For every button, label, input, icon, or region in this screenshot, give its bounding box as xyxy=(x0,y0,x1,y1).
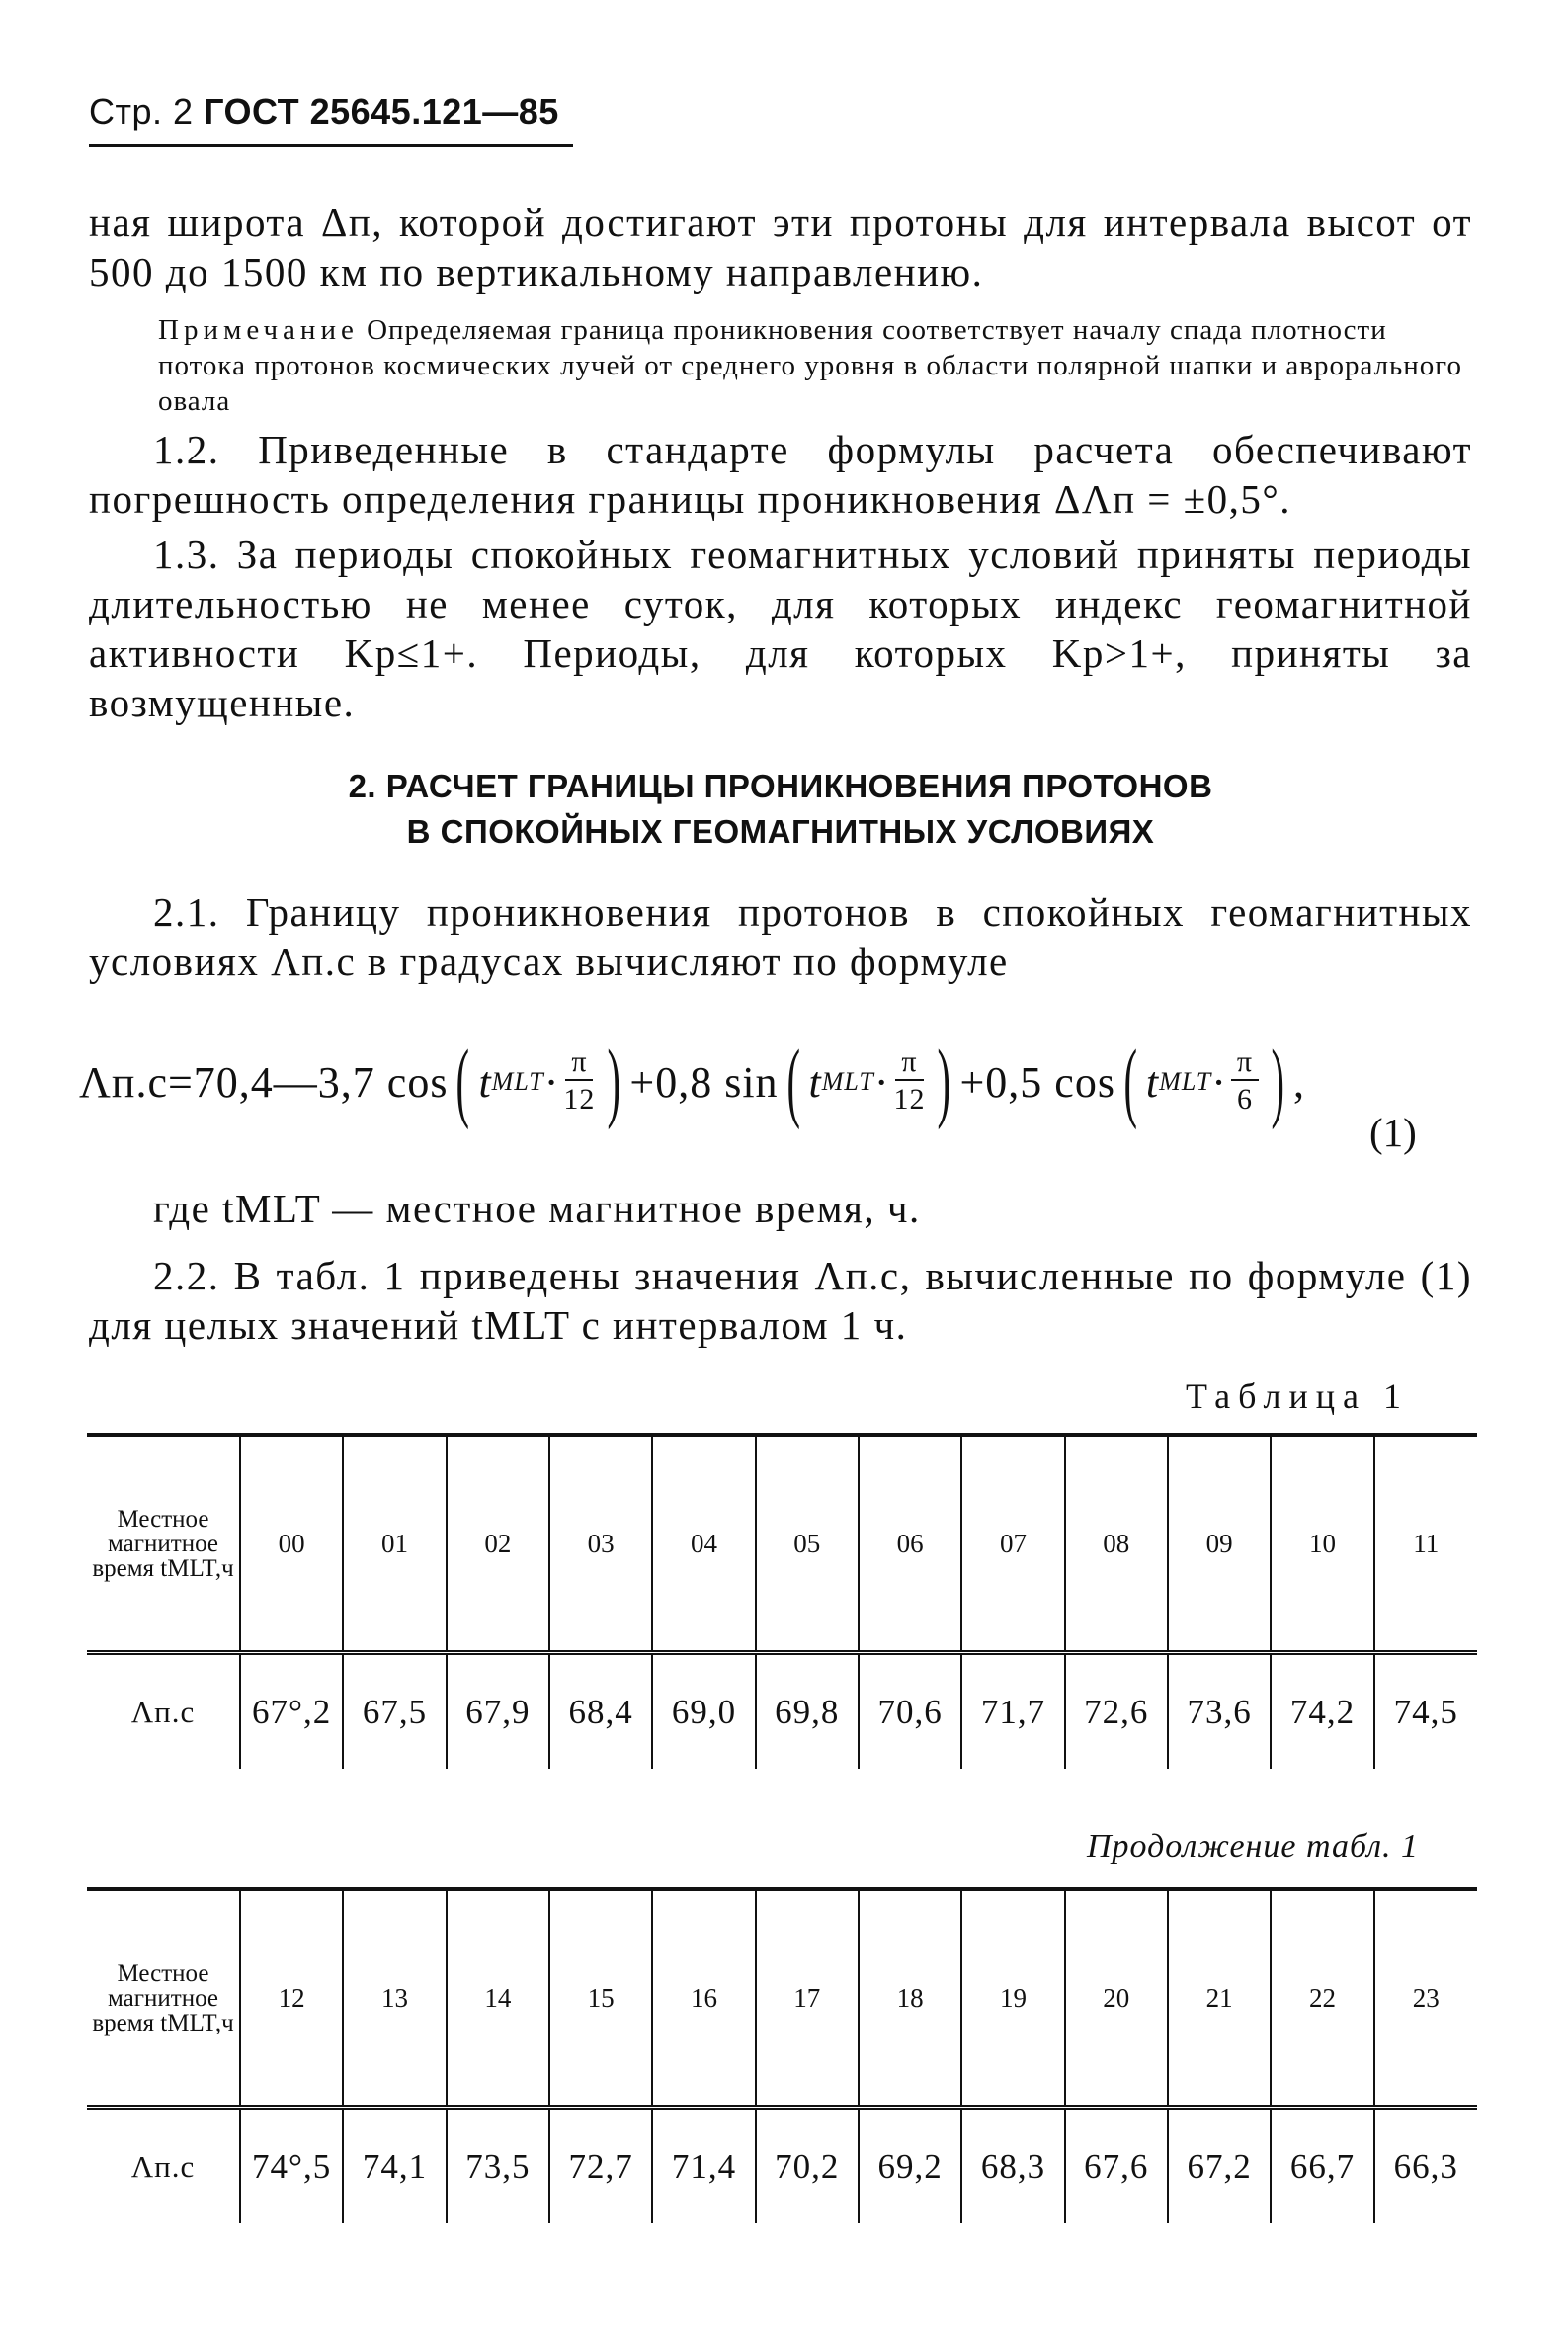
equation-number: (1) xyxy=(1369,1110,1417,1155)
table-cell-value: 69,0 xyxy=(652,1653,755,1770)
table-1-continuation xyxy=(87,1887,1477,2223)
paragraph-2-2: 2.2. В табл. 1 приведены значения Λп.с, вычисленные по формуле (1) для целых значений tMLT с интервалом 1 ч. xyxy=(89,1253,1472,1348)
table-cell-hour: 11 xyxy=(1374,1435,1477,1653)
table-cell-value: 70,2 xyxy=(756,2108,859,2224)
table-cell-hour: 07 xyxy=(961,1435,1064,1653)
table-cell-hour: 22 xyxy=(1271,1889,1373,2108)
section-title-line-1: 2. РАСЧЕТ ГРАНИЦЫ ПРОНИКНОВЕНИЯ ПРОТОНОВ xyxy=(348,768,1213,804)
page-header xyxy=(89,91,573,147)
table-2-header-row xyxy=(87,1889,1477,2108)
table-cell-hour: 13 xyxy=(343,1889,446,2108)
table-cell-hour: 14 xyxy=(447,1889,549,2108)
table-cell-value: 69,2 xyxy=(859,2108,961,2224)
table-cell-value: 68,3 xyxy=(961,2108,1064,2224)
table-2-values-row xyxy=(87,2108,1477,2224)
table-cell-value: 67,9 xyxy=(447,1653,549,1770)
table-cell-hour: 06 xyxy=(859,1435,961,1653)
table-1-row-label-hours: Местное магнитное время tMLT,ч xyxy=(87,1435,240,1653)
table-cell-hour: 20 xyxy=(1065,1889,1168,2108)
table-cell-hour: 23 xyxy=(1374,1889,1477,2108)
document-code: ГОСТ 25645.121—85 xyxy=(204,91,559,131)
note-label: Примечание xyxy=(158,314,359,346)
where-paragraph: где tMLT — местное магнитное время, ч. xyxy=(153,1186,921,1231)
table-cell-hour: 05 xyxy=(756,1435,859,1653)
formula-lhs: Λп.с=70,4—3,7 cos xyxy=(79,1057,449,1107)
table-cell-hour: 02 xyxy=(447,1435,549,1653)
fraction-pi-12-a: $\frac{\pi}{12}$ xyxy=(563,1045,596,1116)
table-cell-value: 74,1 xyxy=(343,2108,446,2224)
table-cell-hour: 00 xyxy=(240,1435,343,1653)
table-cell-value: 74°,5 xyxy=(240,2108,343,2224)
table-1-values-row xyxy=(87,1653,1477,1770)
table-cell-value: 74,5 xyxy=(1374,1653,1477,1770)
table-cell-value: 66,7 xyxy=(1271,2108,1373,2224)
table-cell-value: 73,5 xyxy=(447,2108,549,2224)
note-paragraph xyxy=(158,312,1472,419)
table-cell-value: 74,2 xyxy=(1271,1653,1373,1770)
paragraph-1-2: 1.2. Приведенные в стандарте формулы расчета обеспечивают погрешность определения границы проникновения ΔΛп = ±0,5°. xyxy=(89,427,1472,522)
table-cell-hour: 12 xyxy=(240,1889,343,2108)
table-cell-hour: 08 xyxy=(1065,1435,1168,1653)
table-cell-value: 67°,2 xyxy=(240,1653,343,1770)
table-cell-value: 66,3 xyxy=(1374,2108,1477,2224)
paragraph-2-1: 2.1. Границу проникновения протонов в спокойных геомагнитных условиях Λп.с в градусах вычисляют по формуле xyxy=(89,889,1472,984)
table-cell-hour: 16 xyxy=(652,1889,755,2108)
formula-1: Λп.с=70,4—3,7 cos ( t MLT · $\frac{\pi}{12}$ ) +0,8 sin ( t MLT · $\frac{\pi}{12}$ ) +0,5 cos ( t MLT · $\frac{\pi}{6}$ ) , xyxy=(79,1033,1306,1130)
table-cell-hour: 04 xyxy=(652,1435,755,1653)
table-2-row-label-values: Λп.с xyxy=(130,2148,196,2184)
table-cell-value: 68,4 xyxy=(549,1653,652,1770)
table-1-header-row xyxy=(87,1435,1477,1653)
table-cell-value: 70,6 xyxy=(859,1653,961,1770)
table-cell-hour: 09 xyxy=(1168,1435,1271,1653)
table-1 xyxy=(87,1433,1477,1769)
table-cell-value: 73,6 xyxy=(1168,1653,1271,1770)
formula-term-2: +0,8 sin xyxy=(629,1057,779,1107)
table-cell-hour: 18 xyxy=(859,1889,961,2108)
table-cell-value: 67,2 xyxy=(1168,2108,1271,2224)
fraction-pi-6: $\frac{\pi}{6}$ xyxy=(1231,1045,1259,1119)
table-2-row-label-hours: Местное магнитное время tMLT,ч xyxy=(87,1889,240,2108)
table-cell-value: 67,6 xyxy=(1065,2108,1168,2224)
note-text: Определяемая граница проникновения соответствует началу спада плотности потока протонов космических лучей от среднего уровня в области полярной шапки и аврорального овала xyxy=(158,314,1462,417)
table-1-continuation-caption: Продолжение табл. 1 xyxy=(1087,1828,1420,1865)
table-cell-value: 67,5 xyxy=(343,1653,446,1770)
section-2-title xyxy=(89,764,1472,855)
table-cell-hour: 10 xyxy=(1271,1435,1373,1653)
intro-paragraph: ная широта Δп, которой достигают эти протоны для интервала высот от 500 до 1500 км по вертикальному направлению. xyxy=(89,200,1472,294)
table-cell-hour: 17 xyxy=(756,1889,859,2108)
formula-term-3: +0,5 cos xyxy=(959,1057,1115,1107)
fraction-pi-12-b: $\frac{\pi}{12}$ xyxy=(893,1045,926,1116)
table-cell-hour: 19 xyxy=(961,1889,1064,2108)
table-1-caption: Таблица 1 xyxy=(1186,1376,1409,1416)
table-cell-hour: 21 xyxy=(1168,1889,1271,2108)
table-cell-value: 72,6 xyxy=(1065,1653,1168,1770)
page-number: Стр. 2 xyxy=(89,91,194,131)
table-cell-value: 72,7 xyxy=(549,2108,652,2224)
section-title-line-2: В СПОКОЙНЫХ ГЕОМАГНИТНЫХ УСЛОВИЯХ xyxy=(406,813,1155,850)
table-cell-hour: 01 xyxy=(343,1435,446,1653)
table-cell-value: 71,7 xyxy=(961,1653,1064,1770)
table-cell-value: 69,8 xyxy=(756,1653,859,1770)
table-1-row-label-values: Λп.с xyxy=(130,1694,196,1729)
table-cell-value: 71,4 xyxy=(652,2108,755,2224)
table-cell-hour: 15 xyxy=(549,1889,652,2108)
paragraph-1-3: 1.3. За периоды спокойных геомагнитных условий приняты периоды длительностью не менее суток, для которых индекс геомагнитной активности Kp≤1+. Периоды, для которых Kp>1+, приняты за возмущенные. xyxy=(89,532,1472,725)
table-cell-hour: 03 xyxy=(549,1435,652,1653)
